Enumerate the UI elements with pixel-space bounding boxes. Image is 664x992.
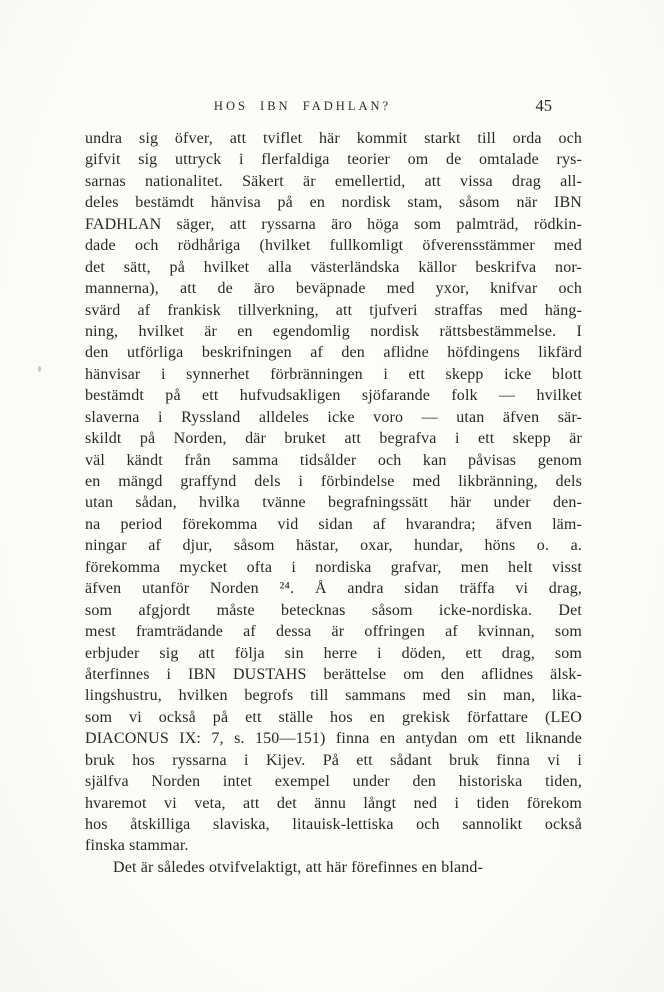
text-line: ning, hvilket är en egendomlig nordisk rättsbestämmelse. I	[85, 322, 582, 340]
text-line: undra sig öfver, att tviflet här kommit starkt till orda och	[85, 130, 582, 147]
text-line: slaverna i Ryssland alldeles icke voro — utan äfven sär-	[85, 408, 582, 426]
text-line: mest framträdande af dessa är offringen af kvinnan, som	[85, 623, 582, 641]
text-line: en mängd graffynd dels i förbindelse med likbränning, dels	[85, 473, 582, 490]
text-line: finska stammar.	[85, 837, 189, 855]
text-line: utan sådan, hvilka tvänne begrafningssätt här under den-	[85, 494, 582, 512]
text-line: bruk hos ryssarna i Kijev. På ett sådant bruk finna vi i	[85, 751, 582, 769]
text-line: skildt på Norden, där bruket att begrafva i ett skepp är	[85, 430, 582, 448]
text-line: själfva Norden intet exempel under den historiska tiden,	[85, 773, 582, 791]
text-line: väl kändt från samma tidsålder och kan påvisas genom	[85, 451, 582, 469]
text-line: återfinnes i IBN DUSTAHS berättelse om den aflidnes älsk-	[85, 665, 582, 683]
text-line: na period förekomma vid sidan af hvarandra; äfven läm-	[85, 515, 582, 533]
scan-speck	[38, 366, 41, 372]
text-line: Det är således otvifvelaktigt, att här förefinnes en bland-	[113, 858, 484, 876]
text-line: äfven utanför Norden ²⁴. Å andra sidan träffa vi drag,	[85, 580, 582, 598]
text-line: mannerna), att de äro beväpnade med yxor, knifvar och	[85, 280, 582, 298]
text-line: hvaremot vi veta, att det ännu långt ned i tiden förekom	[85, 794, 582, 812]
text-line: erbjuder sig att följa sin herre i döden, ett drag, som	[85, 644, 582, 662]
running-head-title: HOS IBN FADHLAN?	[213, 99, 392, 113]
text-line: ningar af djur, såsom hästar, oxar, hundar, höns o. a.	[85, 537, 582, 555]
text-line: lingshustru, hvilken begrofs till sammans med sin man, lika-	[85, 687, 582, 705]
text-block	[85, 96, 582, 878]
text-line: den utförliga beskrifningen af den aflidne höfdingens likfärd	[85, 344, 582, 362]
text-line: förekomma mycket ofta i nordiska grafvar, men helt visst	[85, 558, 582, 576]
text-line: dade och rödhåriga (hvilket fullkomligt öfverensstämmer med	[85, 237, 582, 255]
text-line: hos åtskilliga slaviska, litauisk-lettiska och sannolikt också	[85, 816, 582, 833]
text-line: hänvisar i synnerhet förbränningen i ett skepp icke blott	[85, 365, 582, 383]
text-line: sarnas nationalitet. Säkert är emellertid, att vissa drag all-	[85, 172, 582, 190]
page-body	[85, 128, 582, 878]
text-line: svärd af frankisk tillverkning, att tjufveri straffas med häng-	[85, 301, 582, 319]
text-line: gifvit sig uttryck i flerfaldiga teorier om de omtalade rys-	[85, 151, 582, 169]
text-line: DIACONUS IX: 7, s. 150—151) finna en antydan om ett liknande	[85, 730, 582, 748]
text-line: FADHLAN säger, att ryssarna äro höga som palmträd, rödkin-	[85, 215, 582, 233]
page-number: 45	[535, 96, 552, 115]
text-line: som afgjordt måste betecknas såsom icke-nordiska. Det	[85, 601, 582, 619]
text-line: det sätt, på hvilket alla västerländska källor beskrifva nor-	[85, 258, 582, 276]
text-line: bestämdt på ett hufvudsakligen sjöfarande folk — hvilket	[85, 387, 582, 405]
text-line: som vi också på ett ställe hos en grekisk författare (LEO	[85, 708, 582, 726]
text-line: deles bestämdt hänvisa på en nordisk stam, såsom när IBN	[85, 194, 582, 212]
running-head	[85, 96, 582, 116]
